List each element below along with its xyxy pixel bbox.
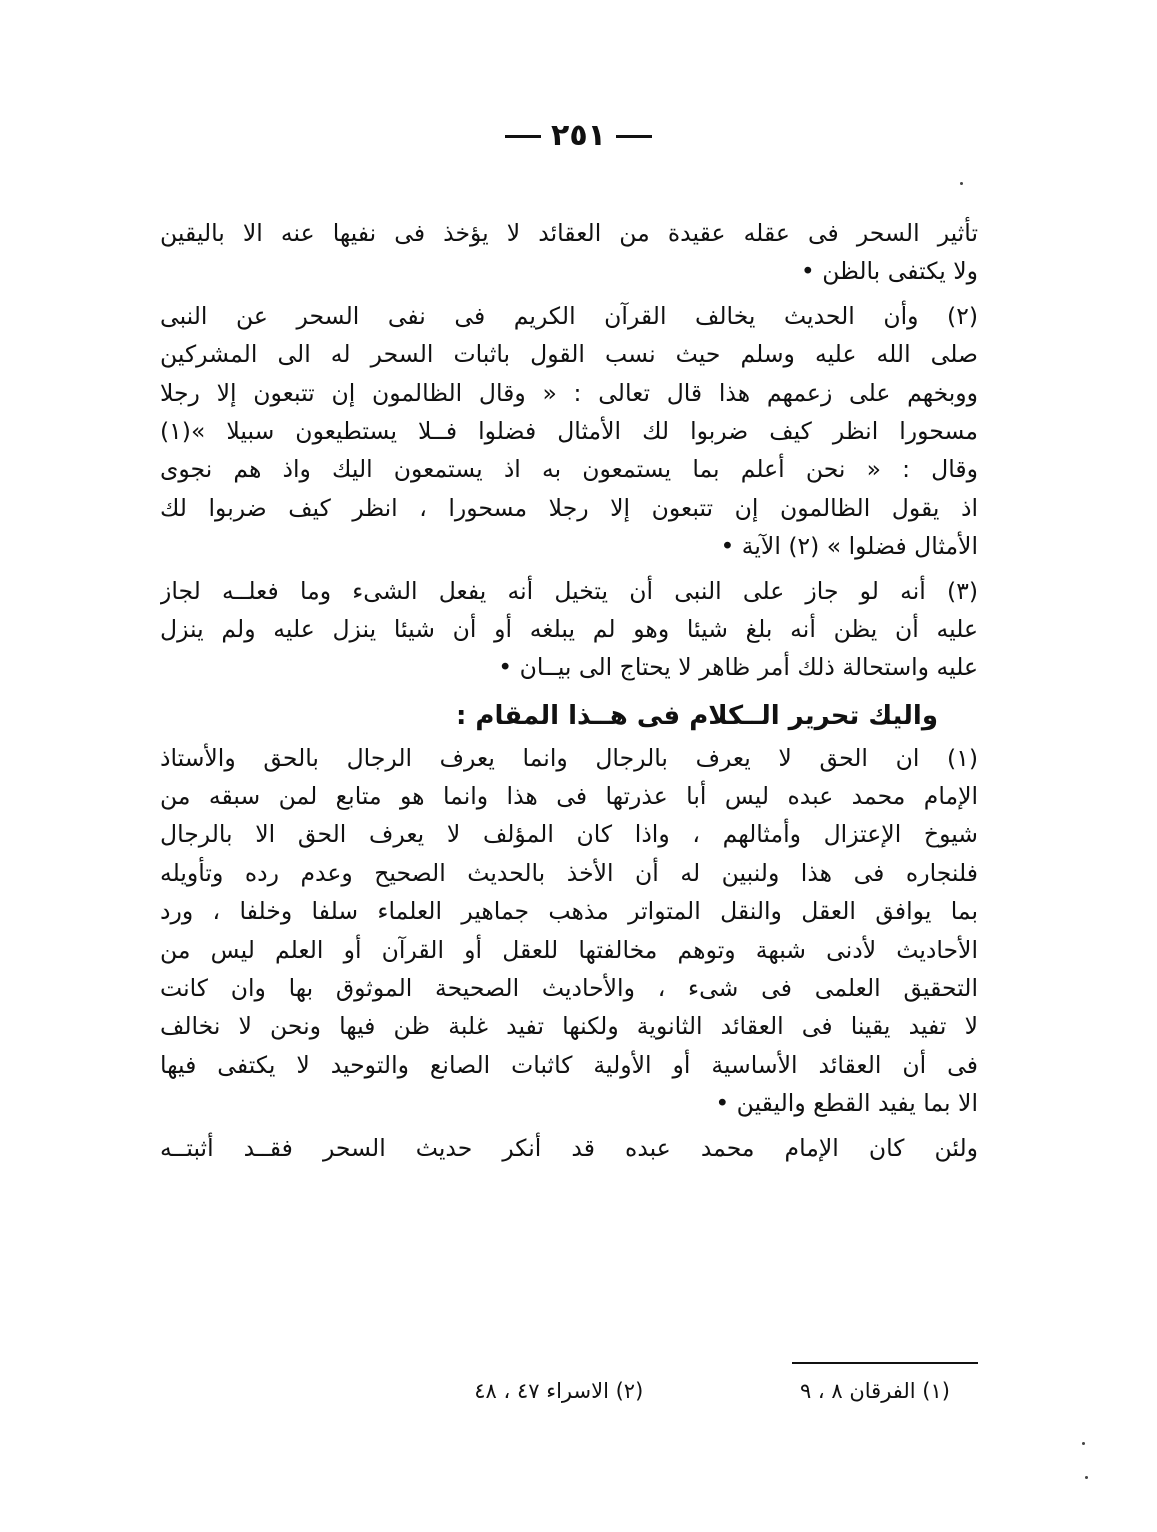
- text-line: اذ يقول الظالمون إن تتبعون إلا رجلا مسحورا ، انظر كيف ضربوا لك: [160, 493, 978, 522]
- text-line: وقال : « نحن أعلم بما يستمعون به اذ يستمعون اليك واذ هم نجوى: [160, 455, 978, 484]
- section-heading: واليك تحرير الــكلام فى هــذا المقام :: [455, 700, 938, 731]
- text-line: بما يوافق العقل والنقل المتواتر مذهب جماهير العلماء سلفا وخلفا ، ورد: [160, 897, 978, 926]
- text-line: تأثير السحر فى عقله عقيدة من العقائد لا يؤخذ فى نفيها عنه الا باليقين: [160, 219, 978, 247]
- footnote-2: (٢) الاسراء ٤٧ ، ٤٨: [474, 1379, 644, 1403]
- text-line: ولئن كان الإمام محمد عبده قد أنكر حديث السحر فقــد أثبتــه: [160, 1133, 978, 1162]
- text-line: الإمام محمد عبده ليس أبا عذرتها فى هذا وانما هو متابع لمن سبقه من: [160, 782, 978, 811]
- text-line: الا بما يفيد القطع واليقين •: [715, 1089, 978, 1118]
- page-number: ٢٥١: [551, 118, 606, 153]
- text-line: عليه أن يظن أنه بلغ شيئا وهو لم يبلغه أو أن شيئا ينزل عليه ولم ينزل: [160, 614, 978, 643]
- scan-speck: [960, 182, 963, 185]
- text-line: شيوخ الإعتزال وأمثالهم ، واذا كان المؤلف لا يعرف الحق الا بالرجال: [160, 820, 978, 849]
- text-line: (١) ان الحق لا يعرف بالرجال وانما يعرف الرجال بالحق والأستاذ: [160, 743, 978, 772]
- dash-left: [616, 135, 652, 138]
- footnote-1: (١) الفرقان ٨ ، ٩: [799, 1379, 950, 1403]
- text-line: الأمثال فضلوا » (٢) الآية •: [720, 532, 978, 561]
- text-line: عليه واستحالة ذلك أمر ظاهر لا يحتاج الى بيــان •: [498, 653, 978, 682]
- text-line: ولا يكتفى بالظن •: [800, 257, 978, 286]
- text-line: التحقيق العلمى فى شىء ، والأحاديث الصحيحة الموثوق بها وان كانت: [160, 974, 978, 1003]
- text-line: الأحاديث لأدنى شبهة وتوهم مخالفتها للعقل أو القرآن أو العلم ليس من: [160, 935, 978, 964]
- footnote-separator: [792, 1362, 978, 1364]
- scan-speck: [1085, 1476, 1088, 1479]
- text-line: (٣) أنه لو جاز على النبى أن يتخيل أنه يفعل الشىء وما فعلــه لجاز: [160, 576, 978, 605]
- text-line: فى أن العقائد الأساسية أو الأولية كاثبات الصانع والتوحيد لا يكتفى فيها: [160, 1050, 978, 1079]
- text-line: لا تفيد يقينا فى العقائد الثانوية ولكنها تفيد غلبة ظن فيها ونحن لا نخالف: [160, 1012, 978, 1041]
- text-line: فلنجاره فى هذا ولنبين له أن الأخذ بالحديث الصحيح وعدم رده وتأويله: [160, 858, 978, 887]
- body-text: [160, 214, 978, 1167]
- page-number-header: [0, 118, 1157, 153]
- footnotes: [300, 1374, 980, 1408]
- text-line: (٢) وأن الحديث يخالف القرآن الكريم فى نفى السحر عن النبى: [160, 301, 978, 330]
- text-line: ووبخهم على زعمهم هذا قال تعالى : « وقال الظالمون إن تتبعون إلا رجلا: [160, 378, 978, 407]
- scan-speck: [1082, 1442, 1085, 1445]
- text-line: مسحورا انظر كيف ضربوا لك الأمثال فضلوا فــلا يستطيعون سبيلا »(١): [160, 416, 978, 445]
- text-line: صلى الله عليه وسلم حيث نسب القول باثبات السحر له الى المشركين: [160, 340, 978, 369]
- dash-right: [505, 135, 541, 138]
